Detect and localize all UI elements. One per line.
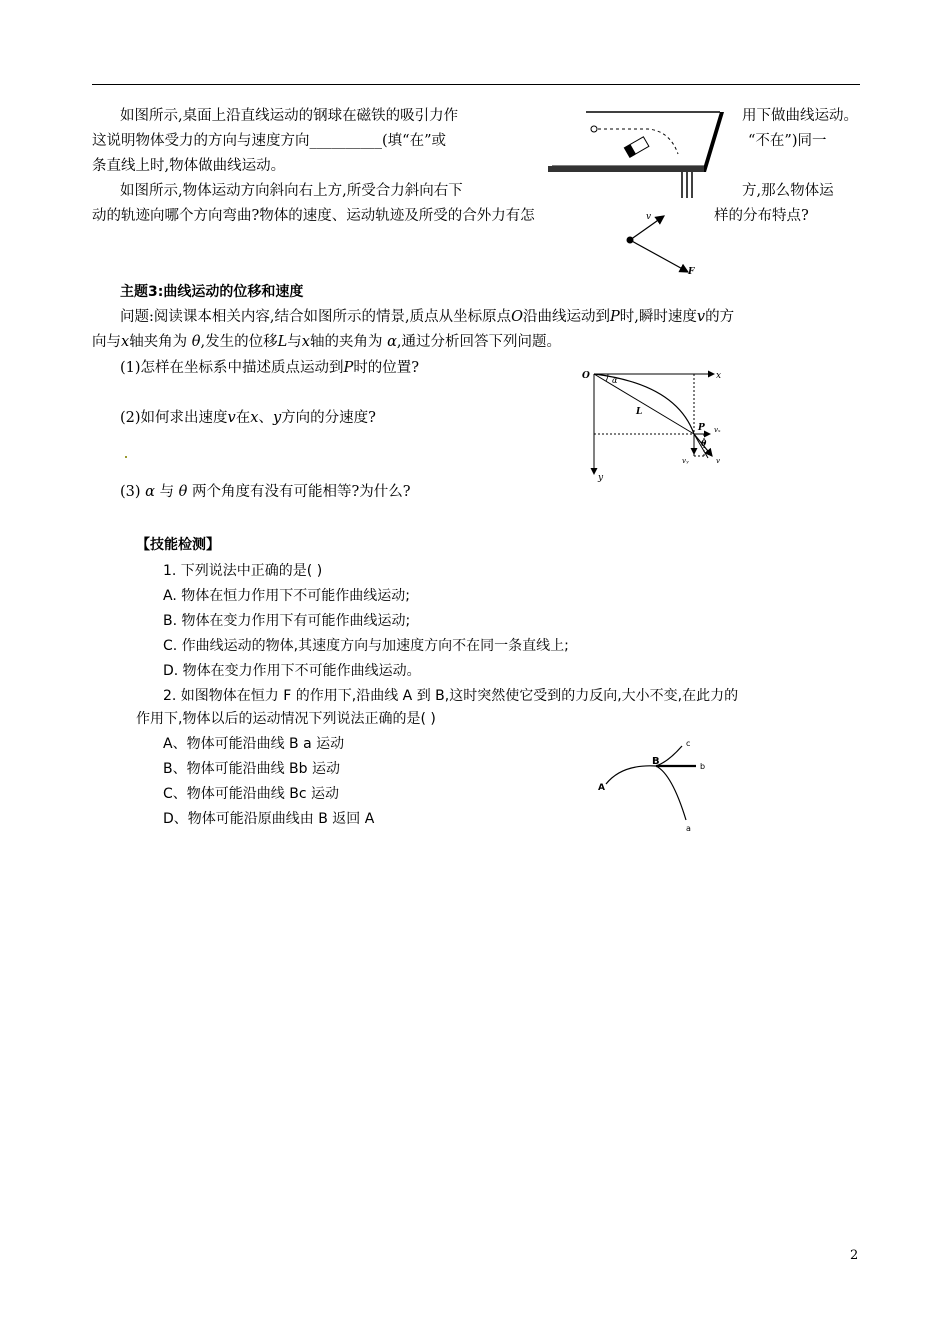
question-1-option-b: B. 物体在变力作用下有可能作曲线运动; [163, 613, 411, 629]
intro-p1-line2-text-b: (填“在”或 [382, 133, 446, 149]
topic3-question-line2 [92, 332, 561, 352]
question-2-option-c: C、物体可能沿曲线 Bc 运动 [163, 786, 339, 802]
L-label: L [636, 407, 643, 417]
branch-a [656, 766, 686, 820]
intro-p2-line2a: 动的轨迹向哪个方向弯曲?物体的速度、运动轨迹及所受的合外力有怎 [92, 208, 535, 224]
magnet [624, 137, 649, 158]
intro-p1-line1b: 用下做曲线运动。 [742, 108, 858, 124]
text-run: ,发生的位移 [200, 334, 278, 350]
coordinate-motion-figure [578, 362, 736, 484]
question-1-option-a: A. 物体在恒力作用下不可能作曲线运动; [163, 588, 410, 604]
text-run: 两个角度有没有可能相等?为什么? [192, 484, 411, 500]
text-run: 方向的分速度? [281, 410, 376, 426]
B-label: B [652, 756, 660, 767]
text-run: 问题:阅读课本相关内容,结合如图所示的情景,质点从坐标原点 [120, 309, 512, 325]
text-run: ,通过分析回答下列问题。 [396, 334, 561, 350]
topic3-question-line1 [120, 307, 734, 327]
text-run: 轴的夹角为 [309, 334, 383, 350]
stray-dot [125, 456, 127, 458]
intro-p2-line1a: 如图所示,物体运动方向斜向右上方,所受合力斜向右下 [120, 183, 463, 199]
symbol-P: P [610, 309, 620, 325]
v-label: v [646, 212, 652, 222]
steel-ball [591, 126, 597, 132]
intro-p1-line2c: “不在”)同一 [748, 133, 827, 149]
A-label: A [598, 783, 605, 793]
text-run: 的方 [705, 309, 735, 325]
intro-p1-line1a: 如图所示,桌面上沿直线运动的钢球在磁铁的吸引力作 [120, 108, 459, 124]
branch-c [656, 746, 682, 766]
intro-p2-line2b: 样的分布特点? [714, 208, 809, 224]
curve-branch-figure [592, 738, 716, 834]
f-label: F [688, 267, 695, 277]
a-label: a [686, 824, 691, 833]
curve-AB [606, 766, 656, 784]
symbol-v: v [227, 410, 236, 426]
question-1: 1. 下列说法中正确的是( ) [163, 563, 323, 579]
symbol-theta: θ [191, 334, 201, 350]
c-label: c [686, 739, 691, 748]
v-label: v [716, 457, 720, 465]
symbol-alpha: α [387, 334, 397, 350]
header-rule [92, 84, 860, 85]
intro-p2-line1b: 方,那么物体运 [742, 183, 834, 199]
P-label: P [698, 423, 705, 433]
text-run: 轴夹角为 [129, 334, 188, 350]
velocity-force-figure [612, 206, 708, 282]
force-arrow [630, 240, 688, 272]
subquestion-1 [120, 358, 419, 378]
question-2-line1: 2. 如图物体在恒力 F 的作用下,沿曲线 A 到 B,这时突然使它受到的力反向,大小不变,在此力的 [163, 688, 739, 704]
intro-p1-line3: 条直线上时,物体做曲线运动。 [92, 158, 286, 174]
text-run: 时的位置? [353, 360, 420, 376]
x-label: x [716, 371, 722, 381]
text-run: (3) [120, 484, 141, 500]
theta-label: θ [701, 438, 707, 448]
text-run: 在 [235, 410, 251, 426]
text-run: 沿曲线运动到 [523, 309, 610, 325]
symbol-P: P [343, 360, 354, 376]
y-label: y [598, 473, 604, 483]
question-2-option-a: A、物体可能沿曲线 B a 运动 [163, 736, 345, 752]
skills-heading: 【技能检测】 [136, 537, 220, 553]
text-run: 向与 [92, 334, 121, 350]
topic3-heading: 主题3:曲线运动的位移和速度 [120, 284, 304, 300]
text-run: (2)如何求出速度 [120, 410, 228, 426]
question-2-option-b: B、物体可能沿曲线 Bb 运动 [163, 761, 340, 777]
symbol-L: L [277, 334, 288, 350]
fill-blank: __________ [309, 133, 382, 149]
question-1-option-d: D. 物体在变力作用下不可能作曲线运动。 [163, 663, 421, 679]
intro-p1-line2-text: 这说明物体受力的方向与速度方向 [92, 133, 310, 149]
vy-label: vᵧ [682, 457, 689, 465]
text-run: (1)怎样在坐标系中描述质点运动到 [120, 360, 344, 376]
symbol-alpha: α [145, 484, 155, 500]
magnet-table-figure [548, 104, 738, 200]
alpha-label: α [612, 376, 618, 385]
symbol-theta: θ [178, 484, 188, 500]
question-1-option-c: C. 作曲线运动的物体,其速度方向与加速度方向不在同一条直线上; [163, 638, 569, 654]
text-run: 与 [287, 334, 302, 350]
b-label: b [700, 762, 706, 771]
vx-label: vₓ [714, 426, 721, 434]
text-run: 与 [159, 484, 175, 500]
symbol-x: x [301, 334, 310, 350]
origin-label: O [582, 371, 590, 381]
subquestion-3 [120, 482, 411, 502]
intro-p1-line2 [92, 131, 446, 151]
symbol-v: v [696, 309, 706, 325]
text-run: 时,瞬时速度 [619, 309, 697, 325]
subquestion-2 [120, 408, 376, 428]
text-run: 、 [258, 410, 273, 426]
symbol-x: x [121, 334, 130, 350]
question-2-option-d: D、物体可能沿原曲线由 B 返回 A [163, 811, 375, 827]
symbol-x: x [250, 410, 259, 426]
symbol-y: y [272, 410, 282, 426]
page-number: 2 [850, 1248, 859, 1263]
question-2-line2: 作用下,物体以后的运动情况下列说法正确的是( ) [136, 711, 436, 727]
displacement-L [594, 374, 694, 434]
table-edge [702, 112, 724, 172]
symbol-O: O [511, 309, 523, 325]
